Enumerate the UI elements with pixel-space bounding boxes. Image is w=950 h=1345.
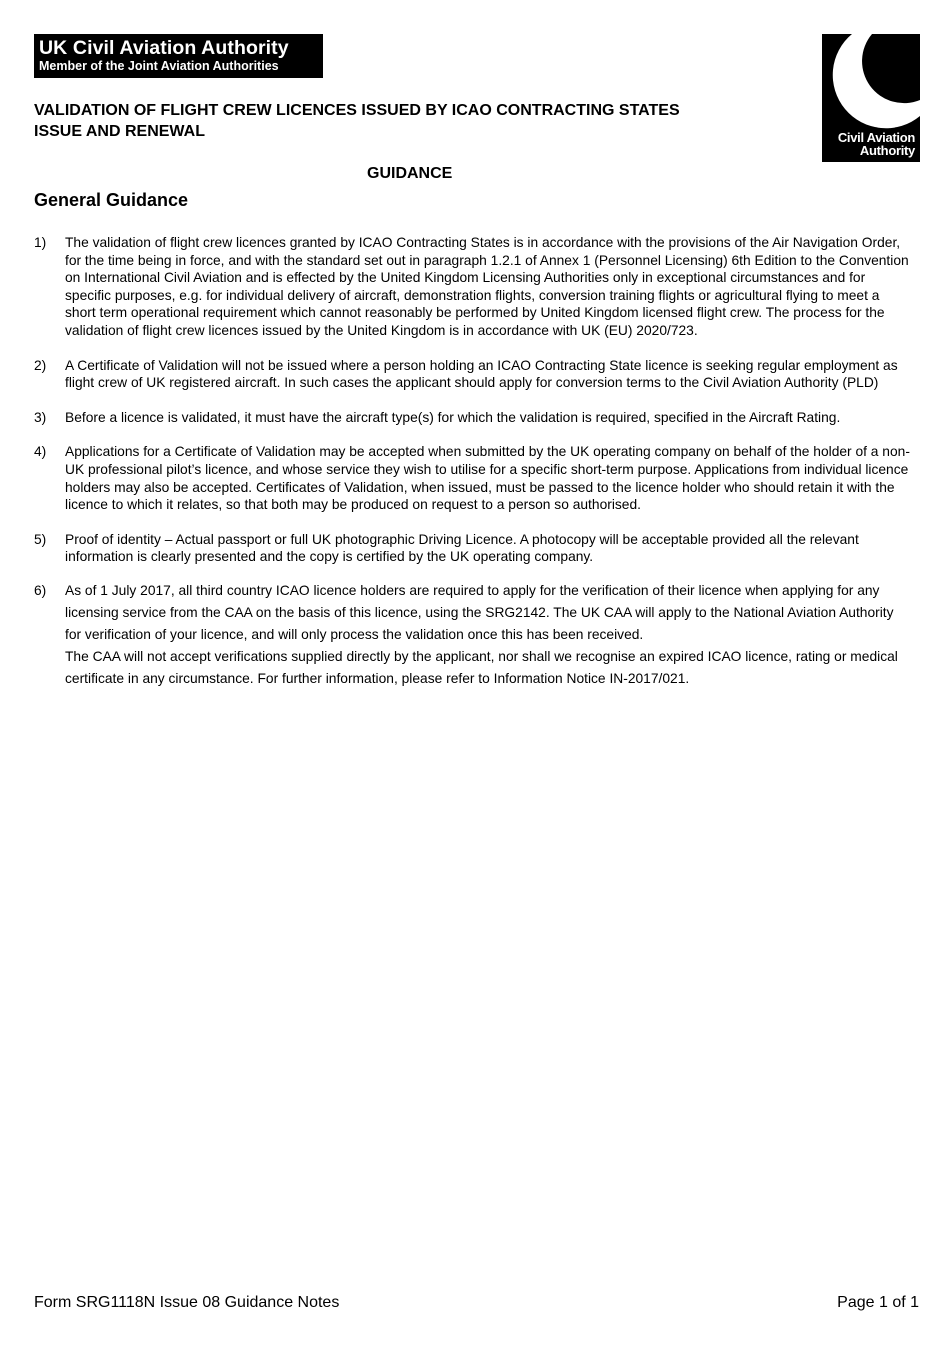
org-name: UK Civil Aviation Authority [39, 37, 289, 59]
item-text: As of 1 July 2017, all third country ICAO licence holders are required to apply for the verification of their licence when applying for any licensing service from the CAA on the basis of this licence, using the SRG2142. The UK CAA will apply to the National Aviation Authority for verification of your licence, and will only process the validation once this has been received. [65, 582, 894, 642]
item-text: Applications for a Certificate of Validation may be accepted when submitted by the UK operating company on behalf of the holder of a non-UK professional pilot’s licence, and whose service they wish to utilise for a specific short-term purpose. Applications from individual licence holders may also be accepted. Certificates of Validation, when issued, must be passed to the licence holder who should retain it with the licence to which it relates, so that both may be produced on request to a person so authorised. [65, 444, 910, 513]
caa-header-banner [34, 34, 323, 78]
logo-wordmark [838, 131, 915, 157]
section-heading: GUIDANCE [367, 165, 453, 182]
list-item [34, 580, 910, 690]
list-item [34, 234, 910, 340]
item-text: Before a licence is validated, it must have the aircraft type(s) for which the validation is required, specified in the Aircraft Rating. [65, 409, 841, 425]
list-item [34, 443, 910, 513]
item-number: 5) [34, 531, 47, 547]
subheading: General Guidance [34, 190, 189, 210]
document-title [34, 100, 794, 142]
list-item [34, 357, 910, 392]
list-item [34, 531, 910, 566]
item-number: 2) [34, 357, 47, 373]
logo-line2: Authority [859, 143, 915, 158]
item-text: Proof of identity – Actual passport or full UK photographic Driving Licence. A photocopy will be acceptable provided all the relevant information is clearly presented and the copy is certified by the UK operating company. [65, 531, 859, 565]
item-number: 1) [34, 235, 47, 250]
item-text: A Certificate of Validation will not be issued where a person holding an ICAO Contracting State licence is seeking regular employment as flight crew of UK registered aircraft. In such cases the applicant should apply for conversion terms to the Civil Aviation Authority (PLD) [65, 357, 898, 391]
form-reference: Form SRG1118N Issue 08 Guidance Notes [34, 1294, 340, 1311]
item-number: 3) [34, 409, 47, 425]
caa-logo [822, 34, 920, 162]
org-tagline: Member of the Joint Aviation Authorities [39, 59, 279, 73]
logo-line1: Civil Aviation [837, 130, 915, 145]
item-number: 4) [34, 444, 47, 460]
page-number: Page 1 of 1 [837, 1294, 919, 1311]
list-item [34, 409, 910, 427]
title-line2: ISSUE AND RENEWAL [34, 123, 205, 140]
item-text-continued: The CAA will not accept verifications supplied directly by the applicant, nor shall we recognise an expired ICAO licence, rating or medical certificate in any circumstance. For further information, please refer to Information Notice IN-2017/021. [65, 648, 898, 686]
item-number: 6) [34, 582, 47, 598]
guidance-list [34, 234, 910, 707]
item-text: The validation of flight crew licences granted by ICAO Contracting States is in accordance with the provisions of the Air Navigation Order, for the time being in force, and with the standard set out in paragraph 1.2.1 of Annex 1 (Personnel Licensing) 6th Edition to the Convention on International Civil Aviation and is effected by the United Kingdom Licensing Authorities only in exceptional circumstances and for specific purposes, e.g. for individual delivery of aircraft, demonstration flights, conversion training flights or agricultural flying to meet a short term operational requirement which cannot reasonably be performed by United Kingdom licensed flight crew. The process for the validation of flight crew licences issued by the United Kingdom is in accordance with UK (EU) 2020/723. [65, 235, 909, 338]
title-line1: VALIDATION OF FLIGHT CREW LICENCES ISSUED BY ICAO CONTRACTING STATES [34, 102, 680, 119]
